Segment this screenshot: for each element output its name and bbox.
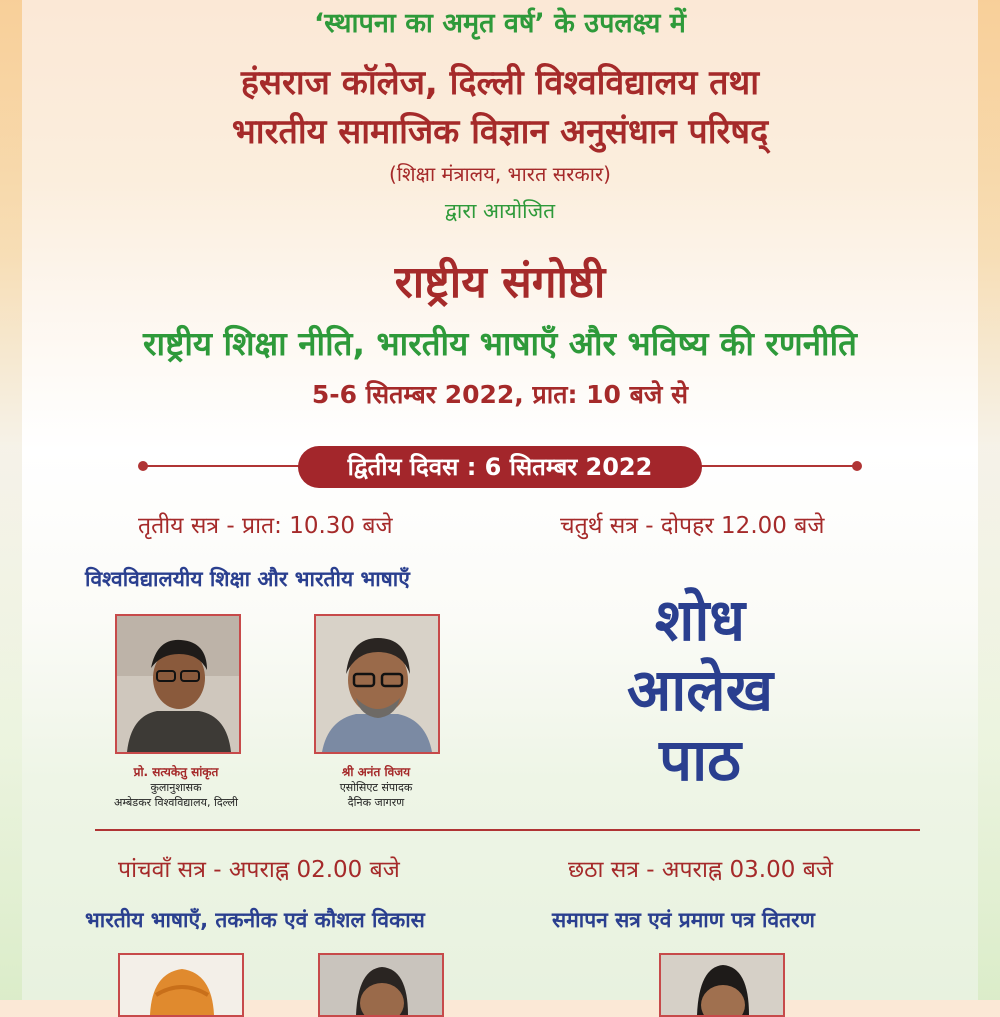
event-subtitle: राष्ट्रीय शिक्षा नीति, भारतीय भाषाएँ और भविष्य की रणनीति — [143, 324, 857, 363]
speaker2-caption — [286, 765, 466, 810]
session3-time: तृतीय सत्र - प्रात: 10.30 बजे — [138, 513, 393, 539]
banner-left-line — [145, 465, 300, 467]
speaker1-name: प्रो. सत्यकेतु सांकृत — [133, 765, 219, 779]
session6-topic: समापन सत्र एवं प्रमाण पत्र वितरण — [552, 908, 815, 932]
speaker2-org: दैनिक जागरण — [347, 796, 405, 809]
speaker2-role: एसोसिएट संपादक — [339, 781, 413, 794]
event-datetime: 5-6 सितम्बर 2022, प्रात: 10 बजे से — [311, 380, 689, 409]
speaker5-photo — [659, 953, 785, 1017]
organizer-college: हंसराज कॉलेज, दिल्ली विश्वविद्यालय तथा — [240, 63, 760, 103]
event-title: राष्ट्रीय संगोष्ठी — [394, 257, 606, 308]
research-paper-word1: शोध — [654, 586, 746, 654]
banner-right-dot — [852, 461, 862, 471]
banner-right-line — [700, 465, 855, 467]
session3-topic: विश्वविद्यालयीय शिक्षा और भारतीय भाषाएँ — [85, 567, 410, 591]
speaker4-photo — [318, 953, 444, 1017]
speaker1-caption — [86, 765, 266, 810]
speaker1-org: अम्बेडकर विश्वविद्यालय, दिल्ली — [114, 796, 238, 809]
organized-by: द्वारा आयोजित — [444, 199, 556, 223]
section-divider — [95, 829, 920, 831]
session4-time: चतुर्थ सत्र - दोपहर 12.00 बजे — [560, 513, 825, 539]
research-paper-word2: आलेख — [626, 656, 774, 724]
speaker1-role: कुलानुशासक — [150, 781, 202, 794]
research-paper-word3: पाठ — [659, 726, 741, 794]
day-banner: द्वितीय दिवस : 6 सितम्बर 2022 — [298, 446, 702, 488]
speaker3-photo — [118, 953, 244, 1017]
speaker2-photo — [314, 614, 440, 754]
ministry-note: (शिक्षा मंत्रालय, भारत सरकार) — [389, 162, 611, 186]
session5-topic: भारतीय भाषाएँ, तकनीक एवं कौशल विकास — [85, 908, 425, 932]
session5-time: पांचवाँ सत्र - अपराह्न 02.00 बजे — [118, 857, 400, 883]
speaker1-photo — [115, 614, 241, 754]
organizer-council: भारतीय सामाजिक विज्ञान अनुसंधान परिषद् — [231, 112, 769, 152]
occasion-line: ‘स्थापना का अमृत वर्ष’ के उपलक्ष्य में — [314, 8, 686, 39]
speaker2-name: श्री अनंत विजय — [341, 765, 411, 779]
session6-time: छठा सत्र - अपराह्न 03.00 बजे — [568, 857, 833, 883]
